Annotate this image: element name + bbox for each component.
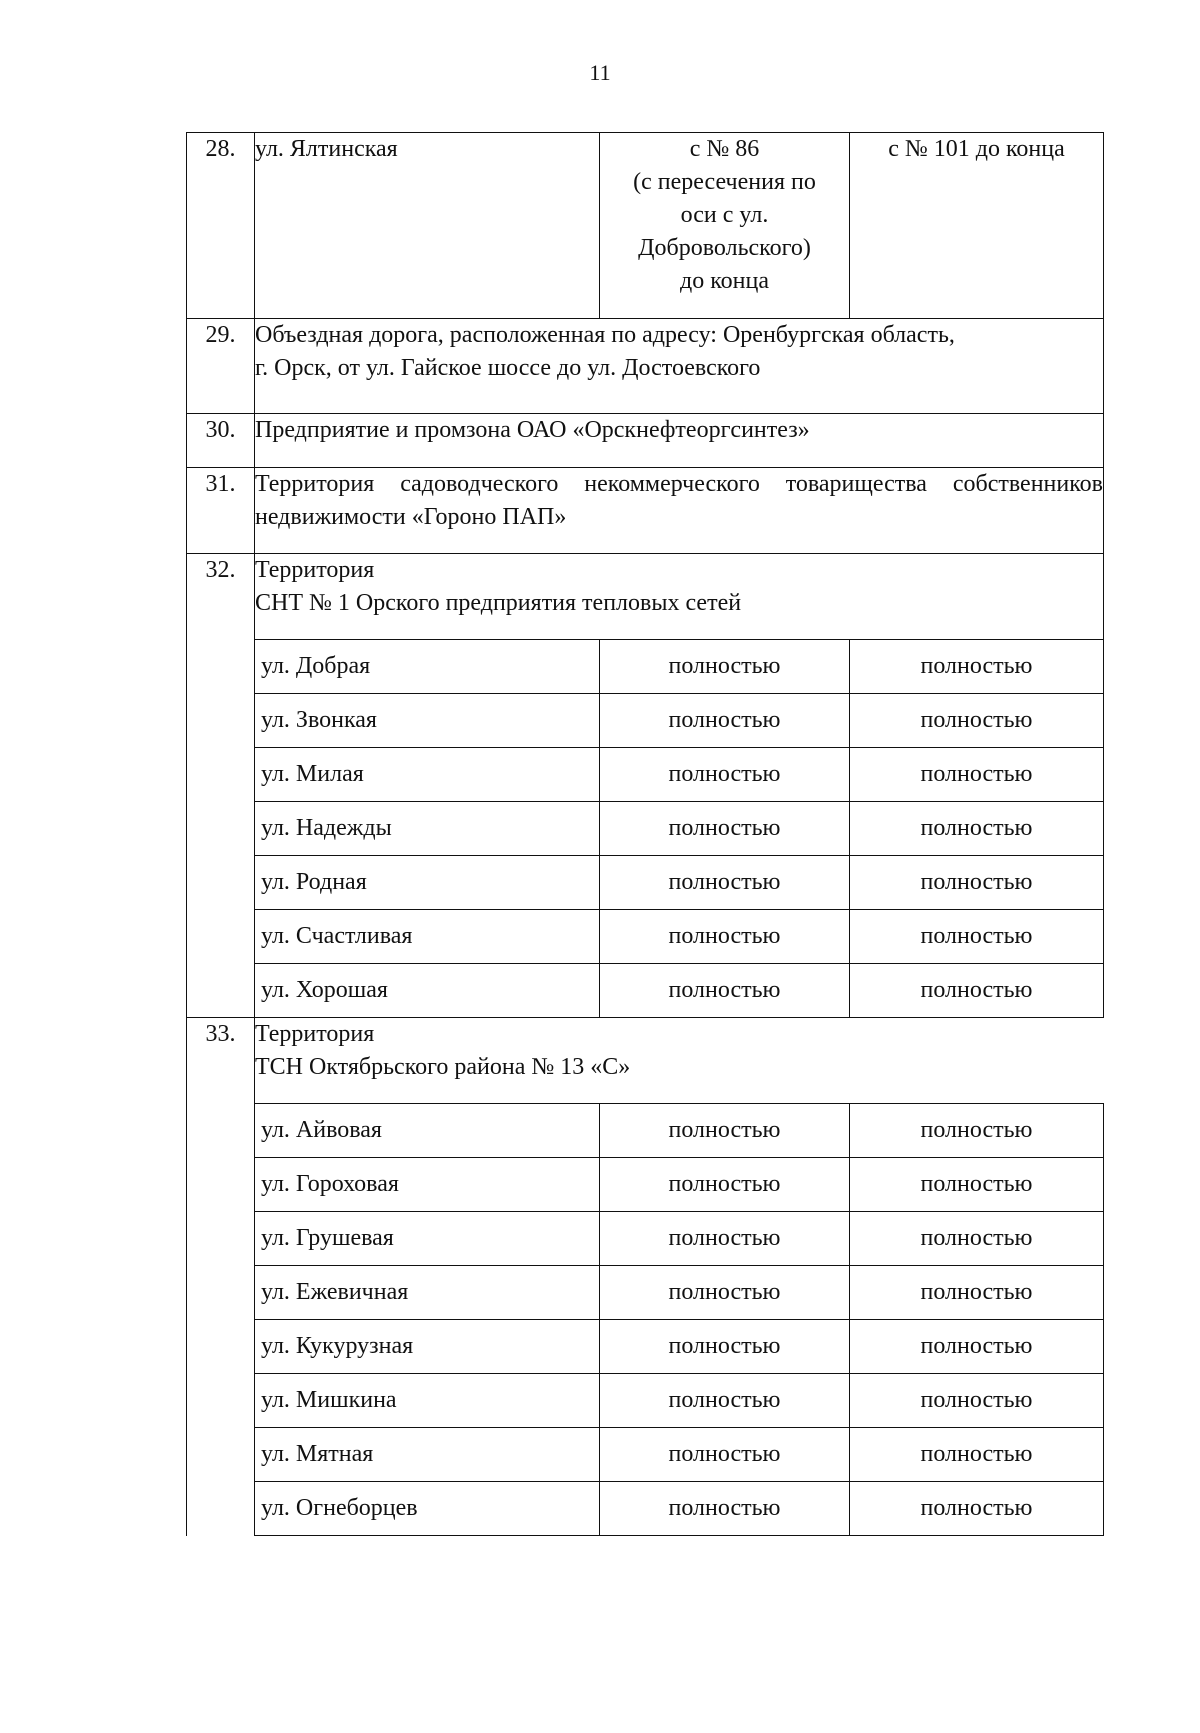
table-row <box>187 414 1104 468</box>
even-range: полностью <box>600 1104 850 1158</box>
odd-range: полностью <box>850 1212 1104 1266</box>
group-header <box>187 1018 1104 1104</box>
range-line: (с пересечения по <box>633 169 816 195</box>
odd-range: полностью <box>850 1482 1104 1536</box>
street-name: ул. Ежевичная <box>255 1266 600 1320</box>
even-range: полностью <box>600 856 850 910</box>
even-range: полностью <box>600 1212 850 1266</box>
table-row <box>187 468 1104 554</box>
odd-range: полностью <box>850 802 1104 856</box>
row-number: 29. <box>187 319 255 414</box>
title-line: СНТ № 1 Орского предприятия тепловых сетей <box>255 590 742 616</box>
table-row <box>187 1266 1104 1320</box>
description-line: Объездная дорога, расположенная по адресу: Оренбургская область, <box>255 322 955 348</box>
row-number: 32. <box>187 554 255 1018</box>
street-name: ул. Огнеборцев <box>255 1482 600 1536</box>
street-name: ул. Родная <box>255 856 600 910</box>
odd-range: полностью <box>850 1266 1104 1320</box>
odd-range: полностью <box>850 856 1104 910</box>
table-row <box>187 802 1104 856</box>
street-name: ул. Ялтинская <box>255 133 600 319</box>
odd-range: полностью <box>850 694 1104 748</box>
table-row <box>187 1104 1104 1158</box>
table-row <box>187 640 1104 694</box>
street-name: ул. Звонкая <box>255 694 600 748</box>
street-name: ул. Милая <box>255 748 600 802</box>
range-line: до конца <box>680 268 769 294</box>
group-title <box>255 554 1104 640</box>
street-name: ул. Мятная <box>255 1428 600 1482</box>
group-title <box>255 1018 1104 1104</box>
street-name: ул. Айвовая <box>255 1104 600 1158</box>
table-row <box>187 1482 1104 1536</box>
row-number: 28. <box>187 133 255 319</box>
table-row <box>187 1428 1104 1482</box>
even-range: полностью <box>600 910 850 964</box>
description-line: Предприятие и промзона ОАО «Орскнефтеоргсинтез» <box>255 417 810 443</box>
even-range: полностью <box>600 1320 850 1374</box>
table-row <box>187 910 1104 964</box>
even-range: полностью <box>600 802 850 856</box>
even-range: полностью <box>600 1158 850 1212</box>
table-row <box>187 1320 1104 1374</box>
odd-range: полностью <box>850 1320 1104 1374</box>
street-name: ул. Счастливая <box>255 910 600 964</box>
title-line: ТСН Октябрьского района № 13 «С» <box>255 1054 631 1080</box>
page-number: 11 <box>589 60 611 85</box>
table-row <box>187 748 1104 802</box>
even-range: полностью <box>600 1266 850 1320</box>
even-range: полностью <box>600 1482 850 1536</box>
row-description: Территория садоводческого некоммерческого товарищества собственников недвижимости «Гороно ПАП» <box>255 468 1104 554</box>
street-name: ул. Добрая <box>255 640 600 694</box>
odd-range: полностью <box>850 1374 1104 1428</box>
even-range: полностью <box>600 1428 850 1482</box>
street-name: ул. Грушевая <box>255 1212 600 1266</box>
table-row <box>187 856 1104 910</box>
row-number: 31. <box>187 468 255 554</box>
range-line: Добровольского) <box>638 235 811 261</box>
odd-range: полностью <box>850 910 1104 964</box>
table-row <box>187 1158 1104 1212</box>
odd-range: полностью <box>850 1428 1104 1482</box>
odd-range: с № 101 до конца <box>850 133 1104 319</box>
odd-range: полностью <box>850 964 1104 1018</box>
table-row <box>187 964 1104 1018</box>
group-header <box>187 554 1104 640</box>
odd-range: полностью <box>850 1158 1104 1212</box>
street-name: ул. Мишкина <box>255 1374 600 1428</box>
odd-range: полностью <box>850 640 1104 694</box>
street-name: ул. Хорошая <box>255 964 600 1018</box>
table-row <box>187 694 1104 748</box>
title-line: Территория <box>255 1021 375 1047</box>
table-row <box>187 133 1104 319</box>
range-line: оси с ул. <box>680 202 769 228</box>
row-description <box>255 319 1104 414</box>
even-range <box>600 133 850 319</box>
street-name: ул. Кукурузная <box>255 1320 600 1374</box>
even-range: полностью <box>600 640 850 694</box>
row-description <box>255 414 1104 468</box>
description-line: г. Орск, от ул. Гайское шоссе до ул. Достоевского <box>255 355 761 381</box>
table-row <box>187 1374 1104 1428</box>
even-range: полностью <box>600 1374 850 1428</box>
even-range: полностью <box>600 964 850 1018</box>
table-row <box>187 1212 1104 1266</box>
even-range: полностью <box>600 694 850 748</box>
even-range: полностью <box>600 748 850 802</box>
title-line: Территория <box>255 557 375 583</box>
streets-table <box>186 132 1104 1536</box>
table-row <box>187 319 1104 414</box>
range-line: с № 86 <box>689 136 760 162</box>
odd-range: полностью <box>850 748 1104 802</box>
street-name: ул. Надежды <box>255 802 600 856</box>
row-number: 30. <box>187 414 255 468</box>
street-name: ул. Гороховая <box>255 1158 600 1212</box>
odd-range: полностью <box>850 1104 1104 1158</box>
row-number: 33. <box>187 1018 255 1536</box>
